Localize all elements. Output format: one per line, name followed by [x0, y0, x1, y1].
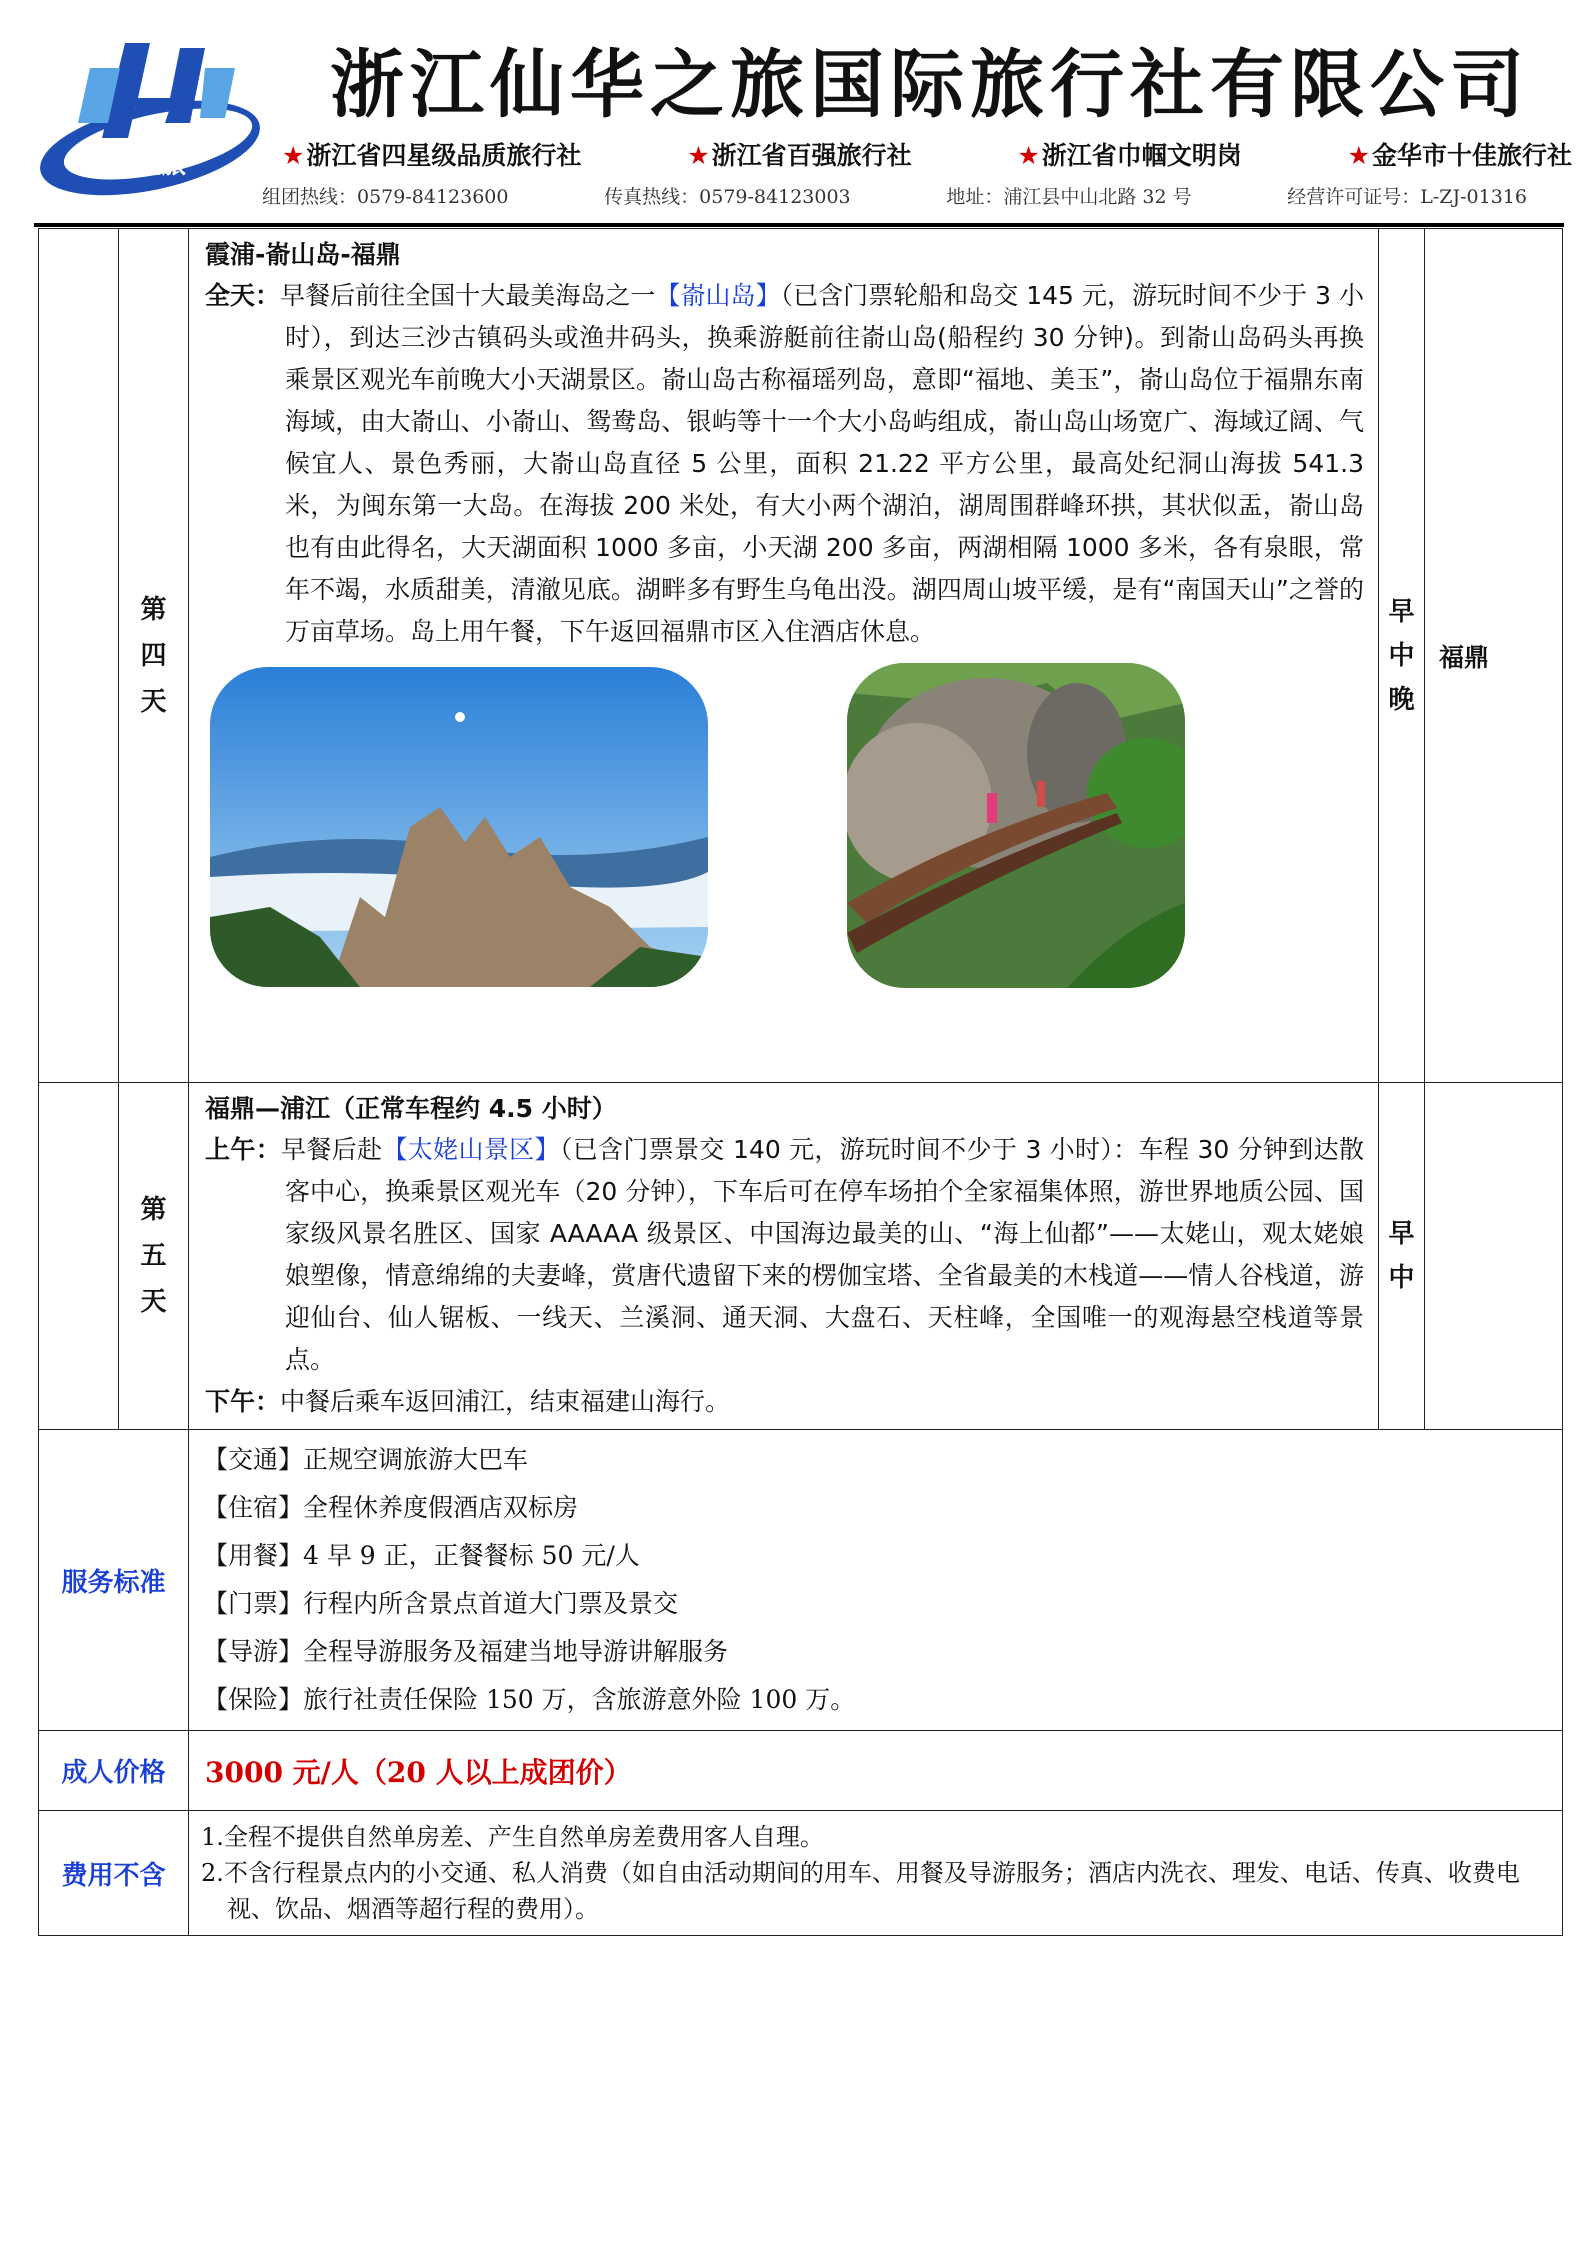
day4-hotel: 福鼎 — [1425, 229, 1563, 1083]
day4-route: 霞浦-嵛山岛-福鼎 — [205, 240, 401, 269]
price-row — [39, 1731, 1563, 1811]
honor: ★浙江省巾帼文明岗 — [1017, 141, 1242, 170]
service-item: 【住宿】全程休养度假酒店双标房 — [203, 1493, 579, 1522]
service-item: 【交通】正规空调旅游大巴车 — [203, 1445, 529, 1474]
excluded-row — [39, 1811, 1563, 1936]
service-row — [39, 1430, 1563, 1731]
honor: ★浙江省四星级品质旅行社 — [282, 141, 582, 170]
header-rule — [34, 223, 1564, 227]
yushan-mountain-photo — [210, 667, 708, 987]
day5-morning: 上午：早餐后赴【太姥山景区】（已含门票景交 140 元，游玩时间不少于 3 小时）：车程 30 分钟到达散客中心，换乘景区观光车（20 分钟），下车后可在停车场拍个全家福集体照，游世界地质公园、国家级风景名胜区、国家 AAAAA 级景区、中国海边最美的山、“海上仙都”——太姥山，观太姥娘娘塑像，情意绵绵的夫妻峰，赏唐代遗留下来的楞伽宝塔、全省最美的木栈道——情人谷栈道，游迎仙台、仙人锯板、一线天、兰溪洞、通天洞、大盘石、天柱峰，全国唯一的观海悬空栈道等景点。 — [205, 1135, 1364, 1374]
day5-content — [189, 1083, 1379, 1430]
star-icon: ★ — [1017, 141, 1040, 170]
blank-cell — [39, 1083, 119, 1430]
company-name: 浙江仙华之旅国际旅行社有限公司 — [330, 42, 1530, 128]
price-title: 成人价格 — [39, 1731, 189, 1811]
excluded-title: 费用不含 — [39, 1811, 189, 1936]
star-icon: ★ — [687, 141, 710, 170]
excluded-item: 2.不含行程景点内的小交通、私人消费（如自由活动期间的用车、用餐及导游服务；酒店内洗衣、理发、电话、传真、收费电视、饮品、烟酒等超行程的费用）。 — [201, 1859, 1520, 1923]
service-list — [189, 1430, 1563, 1731]
star-icon: ★ — [282, 141, 305, 170]
fax: 传真热线：0579-84123003 — [604, 186, 851, 208]
honor: ★金华市十佳旅行社 — [1347, 141, 1572, 170]
day5-hotel — [1425, 1083, 1563, 1430]
itinerary-table — [38, 228, 1563, 1936]
service-item: 【用餐】4 早 9 正，正餐餐标 50 元/人 — [203, 1541, 640, 1570]
svg-text:仙华之旅: 仙华之旅 — [90, 151, 186, 179]
day4-label: 第 四 天 — [119, 229, 189, 1083]
day4-row — [39, 229, 1563, 1083]
day4-meals: 早 中 晚 — [1379, 229, 1425, 1083]
hotline: 组团热线：0579-84123600 — [262, 186, 509, 208]
letterhead — [0, 0, 1587, 230]
day5-meals: 早 中 — [1379, 1083, 1425, 1430]
address: 地址：浦江县中山北路 32 号 — [946, 186, 1192, 208]
excluded-list — [189, 1811, 1563, 1936]
day5-route: 福鼎—浦江（正常车程约 4.5 小时） — [205, 1094, 617, 1123]
company-logo — [30, 28, 280, 203]
day5-afternoon: 下午：中餐后乘车返回浦江，结束福建山海行。 — [205, 1387, 731, 1416]
day5-row — [39, 1083, 1563, 1430]
service-item: 【保险】旅行社责任保险 150 万，含旅游意外险 100 万。 — [203, 1685, 856, 1714]
service-title: 服务标准 — [39, 1430, 189, 1731]
day4-description: 全天：早餐后前往全国十大最美海岛之一【嵛山岛】（已含门票轮船和岛交 145 元，游玩时间不少于 3 小时），到达三沙古镇码头或渔井码头，换乘游艇前往嵛山岛(船程约 30 分钟)。到嵛山岛码头再换乘景区观光车前晚大小天湖景区。嵛山岛古称福瑶列岛，意即“福地、美玉”，嵛山岛位于福鼎东南海域，由大嵛山、小嵛山、鸳鸯岛、银屿等十一个大小岛屿组成，嵛山岛山场宽广、海域辽阔、气候宜人、景色秀丽，大嵛山岛直径 5 公里，面积 21.22 平方公里，最高处纪洞山海拔 541.3 米，为闽东第一大岛。在海拔 200 米处，有大小两个湖泊，湖周围群峰环拱，其状似盂，嵛山岛也有由此得名，大天湖面积 1000 多亩，小天湖 200 多亩，两湖相隔 1000 多米，各有泉眼，常年不竭，水质甜美，清澈见底。湖畔多有野生乌龟出没。湖四周山坡平缓，是有“南国天山”之誉的万亩草场。岛上用午餐，下午返回福鼎市区入住酒店休息。 — [205, 281, 1364, 646]
service-item: 【门票】行程内所含景点首道大门票及景交 — [203, 1589, 679, 1618]
license: 经营许可证号：L-ZJ-01316 — [1287, 186, 1527, 208]
taimu-walkway-photo — [847, 663, 1185, 988]
honor: ★浙江省百强旅行社 — [687, 141, 912, 170]
service-item: 【导游】全程导游服务及福建当地导游讲解服务 — [203, 1637, 729, 1666]
star-icon: ★ — [1347, 141, 1370, 170]
blank-cell — [39, 229, 119, 1083]
day4-photos — [205, 653, 1364, 988]
excluded-item: 1.全程不提供自然单房差、产生自然单房差费用客人自理。 — [201, 1823, 824, 1851]
price-value: 3000 元/人（20 人以上成团价） — [189, 1731, 1563, 1811]
taimu-highlight: 【太姥山景区】 — [382, 1135, 560, 1164]
day4-content — [189, 229, 1379, 1083]
contact-row — [262, 182, 1527, 209]
yushan-island-highlight: 【嵛山岛】 — [655, 281, 781, 310]
honors-row — [282, 136, 1572, 172]
day5-label: 第 五 天 — [119, 1083, 189, 1430]
